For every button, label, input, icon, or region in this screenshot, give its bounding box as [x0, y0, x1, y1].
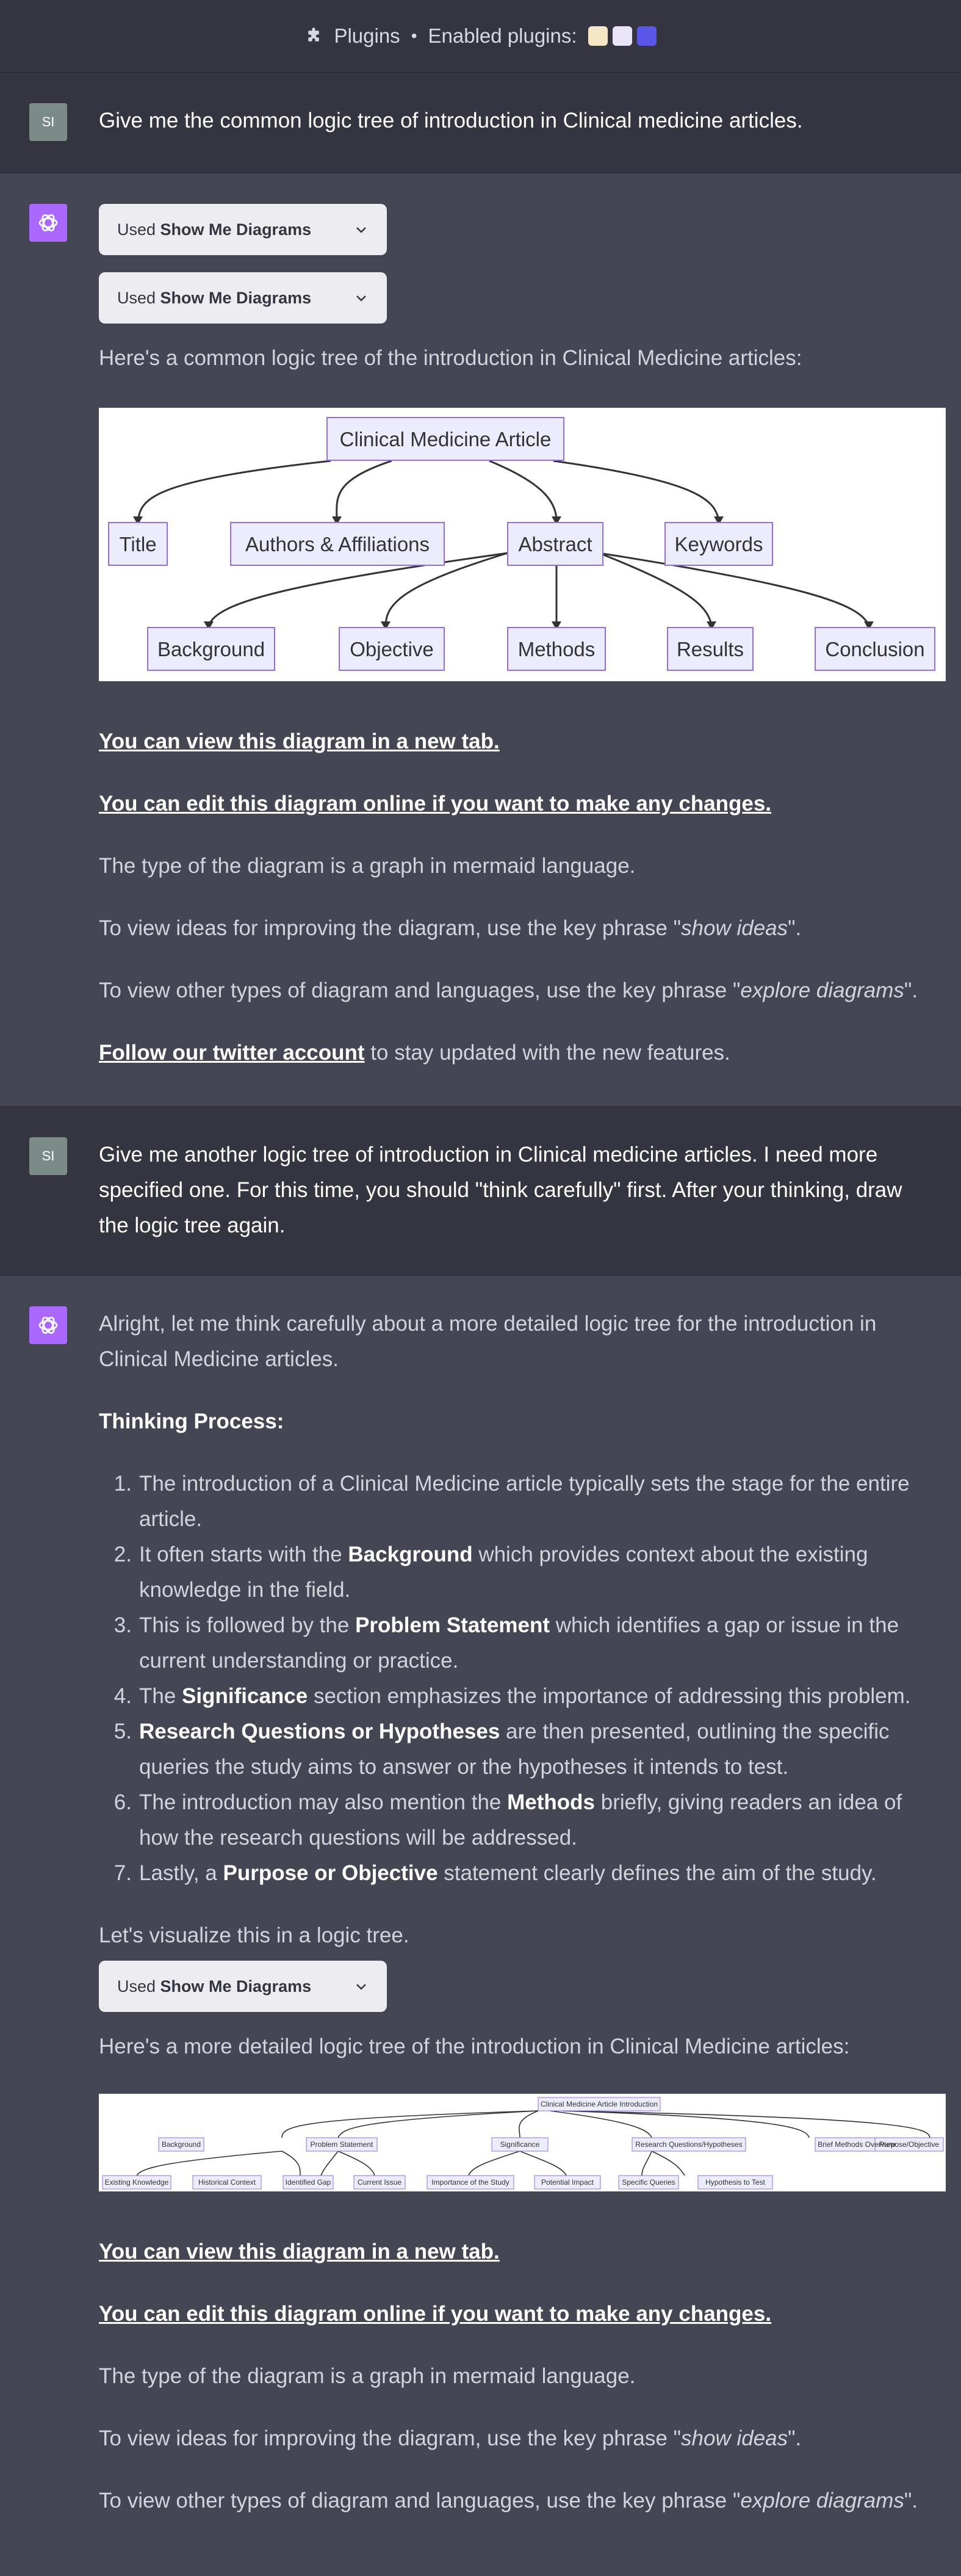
diagram-type-text: The type of the diagram is a graph in mermaid language. [99, 2364, 636, 2388]
diagram-2-node: Significance [500, 2140, 540, 2149]
separator: • [411, 26, 417, 45]
diagram-2-node: Problem Statement [310, 2140, 373, 2149]
diagram-2-node: Specific Queries [622, 2178, 675, 2187]
assistant-avatar [29, 1306, 67, 1344]
visualize-text: Let's visualize this in a logic tree. [99, 1923, 409, 1947]
list-item: 7. Lastly, a Purpose or Objective statement clearly defines the aim of the study. [113, 1861, 877, 1885]
diagram-1-node: Background [157, 638, 265, 660]
list-item: 2. It often starts with the Background which provides context about the existing knowledge in the field. [113, 1543, 868, 1602]
detail-diagram-intro: Here's a more detailed logic tree of the introduction in Clinical Medicine articles: [99, 2035, 850, 2058]
list-item: 1. The introduction of a Clinical Medicine article typically sets the stage for the entire article. [113, 1472, 910, 1531]
diagram-1-node: Keywords [674, 533, 763, 555]
used-plugin-toggle[interactable] [99, 1961, 387, 2012]
used-prefix: Used [117, 289, 156, 307]
thinking-heading: Thinking Process: [99, 1409, 284, 1433]
list-item: 4. The Significance section emphasizes the importance of addressing this problem. [113, 1684, 911, 1708]
diagram-2-node: Research Questions/Hypotheses [635, 2140, 743, 2149]
diagram-2-node: Existing Knowledge [104, 2178, 169, 2187]
user-message-text: Give me another logic tree of introduction in Clinical medicine articles. I need more specified one. For this time, you should "think carefully" first. After your thinking, draw the logic tree again. [99, 1143, 902, 1237]
diagram-intro: Here's a common logic tree of the introduction in Clinical Medicine articles: [99, 346, 802, 370]
twitter-link[interactable]: Follow our twitter account [99, 1041, 365, 1065]
edit-diagram-link[interactable]: You can edit this diagram online if you want to make any changes. [99, 792, 772, 816]
used-plugin-toggle[interactable] [99, 204, 387, 255]
puzzle-icon [304, 27, 323, 45]
user-message [0, 73, 961, 173]
explore-diagrams-text: To view other types of diagram and languages, use the key phrase "explore diagrams". [99, 979, 918, 1002]
chevron-down-icon [354, 222, 369, 237]
diagram-1-node: Objective [350, 638, 434, 660]
view-diagram-link[interactable]: You can view this diagram in a new tab. [99, 729, 500, 753]
show-ideas-text: To view ideas for improving the diagram, use the key phrase "show ideas". [99, 2426, 802, 2450]
diagram-1-node: Conclusion [825, 638, 925, 660]
plugins-bar [0, 0, 961, 73]
used-prefix: Used [117, 1977, 156, 1995]
list-item: 6. The introduction may also mention the Methods briefly, giving readers an idea of how the research questions will be addressed. [113, 1790, 902, 1850]
plugins-label: Plugins [334, 24, 400, 47]
assistant-message [0, 1276, 961, 2576]
enabled-plugins-label: Enabled plugins: [428, 24, 577, 47]
used-tool-name: Show Me Diagrams [160, 1977, 312, 1995]
user-message-text: Give me the common logic tree of introduction in Clinical medicine articles. [99, 109, 803, 132]
user-avatar: SI [29, 103, 67, 141]
diagram-2-node: Importance of the Study [431, 2178, 509, 2187]
diagram-1-node: Results [676, 638, 744, 660]
diagram-2-node: Historical Context [198, 2178, 256, 2187]
used-tool-name: Show Me Diagrams [160, 289, 312, 307]
view-diagram-link[interactable]: You can view this diagram in a new tab. [99, 2240, 500, 2263]
diagram-type-text: The type of the diagram is a graph in mermaid language. [99, 854, 636, 878]
diagram-2-node: Background [161, 2140, 201, 2149]
diagram-1-node: Title [119, 533, 157, 555]
thinking-steps [99, 1466, 946, 1891]
used-plugin-toggle[interactable] [99, 272, 387, 324]
openai-logo-icon [36, 211, 60, 235]
assistant-intro: Alright, let me think carefully about a more detailed logic tree for the introduction in Clinical Medicine articles. [99, 1312, 877, 1371]
diagram-2-node: Purpose/Objective [879, 2140, 940, 2149]
plugin-3-icon[interactable] [637, 26, 657, 46]
user-message [0, 1107, 961, 1276]
openai-logo-icon [36, 1313, 60, 1337]
used-prefix: Used [117, 220, 156, 239]
diagram-1[interactable] [99, 408, 946, 681]
edit-diagram-link[interactable]: You can edit this diagram online if you want to make any changes. [99, 2302, 772, 2326]
explore-diagrams-text: To view other types of diagram and languages, use the key phrase "explore diagrams". [99, 2489, 918, 2513]
show-ideas-text: To view ideas for improving the diagram, use the key phrase "show ideas". [99, 916, 802, 940]
diagram-1-node: Abstract [518, 533, 592, 555]
diagram-2[interactable] [99, 2094, 946, 2191]
plugin-1-icon[interactable] [588, 26, 608, 46]
diagram-2-node: Brief Methods Overview [818, 2140, 896, 2149]
list-item: 5. Research Questions or Hypotheses are then presented, outlining the specific queries the study aims to answer or the hypotheses it intends to test. [113, 1720, 890, 1779]
used-tool-name: Show Me Diagrams [160, 220, 312, 239]
diagram-2-node: Identified Gap [285, 2178, 331, 2187]
assistant-avatar [29, 204, 67, 242]
diagram-1-node: Methods [517, 638, 596, 660]
diagram-2-node: Hypothesis to Test [705, 2178, 765, 2187]
diagram-1-node: Authors & Affiliations [245, 533, 430, 555]
diagram-2-node: Current Issue [357, 2178, 402, 2187]
diagram-1-root: Clinical Medicine Article [339, 428, 552, 450]
diagram-2-node: Potential Impact [541, 2178, 594, 2187]
plugin-2-icon[interactable] [613, 26, 632, 46]
chevron-down-icon [354, 291, 369, 305]
list-item: 3. This is followed by the Problem Statement which identifies a gap or issue in the current understanding or practice. [113, 1613, 899, 1673]
diagram-2-root: Clinical Medicine Article Introduction [540, 2100, 658, 2108]
user-avatar: SI [29, 1137, 67, 1175]
chevron-down-icon [354, 1979, 369, 1994]
twitter-text: Follow our twitter account to stay updated with the new features. [99, 1041, 730, 1065]
assistant-message [0, 173, 961, 1107]
